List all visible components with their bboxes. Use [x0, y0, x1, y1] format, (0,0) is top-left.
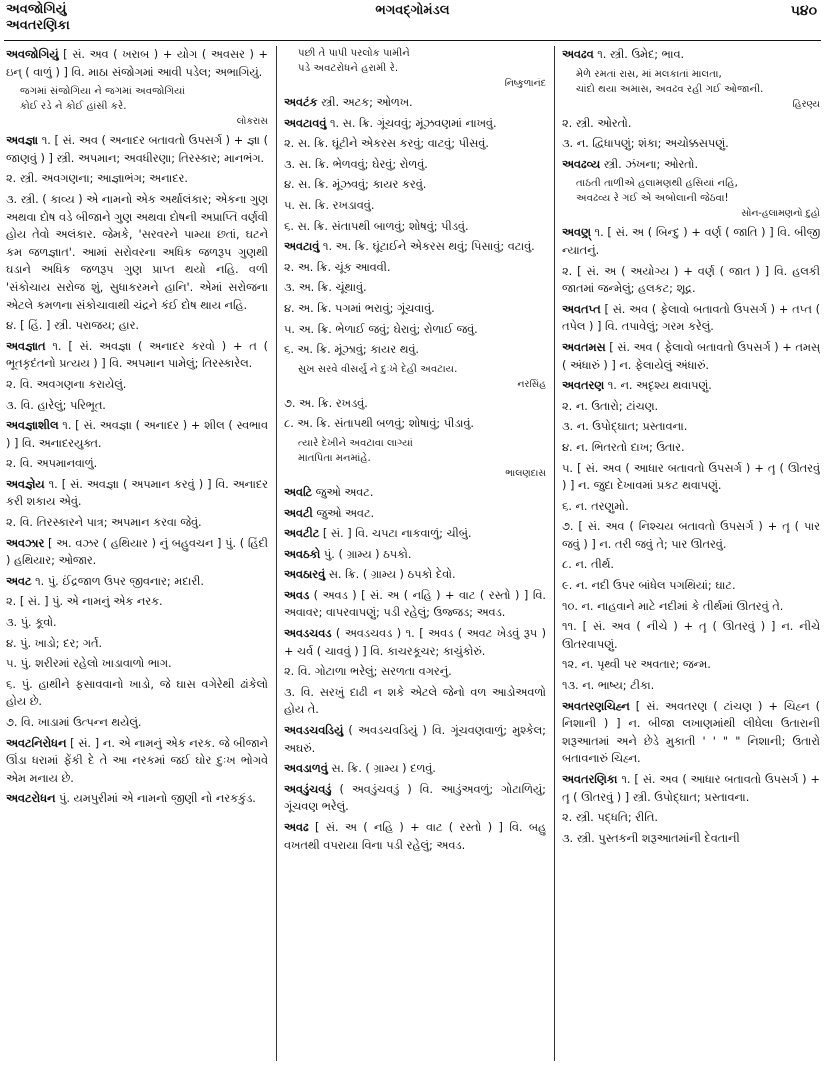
- definition-text: ૬. સ. ક્રિ. સંતાપથી બાળવું; શોષવું; પીડવું.: [284, 219, 469, 233]
- definition-text: ૧. [ સં. અવ ( અનાદર બતાવતો ઉપસર્ગ ) + જ્ઞા ( જાણવું ) ] સ્ત્રી. અપમાન; અવધીરણા; તિરસ્કાર; માનભંગ.: [6, 134, 268, 165]
- definition-text: સ્ત્રી. ઝંખના; ઓરતો.: [600, 157, 699, 171]
- definition-text: ૩. સ્ત્રી. ( કાવ્ય ) એ નામનો એક અર્થાલંકાર; એકના ગુણ અથવા દોષ વડે બીજાને ગુણ અથવા દોષની અપ્રાપ્તિ વર્ણવી હોય તેવો અલંકાર. જેમકે, 'સરવરને પામ્યા છતાં, ઘટને કમ જળજ્ઞાત'. આમાં સરોવરના અધિક જળરૂપ ગુણથી ઘડાને અધિક જળરૂપ ગુણ પ્રાપ્ત થયો નહિ. વળી 'સંકોચાય સરોજ શું, સુધાકરમને હાનિ'. એમાં સરોજના એટલે કમળના સંકોચાવાથી ચંદ્રને કંઈ દોષ થાય નહિ.: [6, 192, 268, 312]
- definition-text: ૧. [ સં. અવજ્ઞા ( અનાદર કરવો ) + ત ( ભૂતકૃદંતનો પ્રત્યય ) ] વિ. અપમાન પામેલું; તિરસ્કારેલ.: [6, 339, 268, 371]
- sense-line: [562, 439, 820, 457]
- definition-text: ૨. [ સં. અ ( અયોગ્ય ) + વર્ણ ( જાત ) ] વિ. હલકી જાતમાં જન્મેલું; હલકટ; શૂદ્ર.: [562, 264, 820, 296]
- definition-text: ૫. સ. ક્રિ. રખડાવવું.: [284, 198, 375, 212]
- sense-line: [562, 135, 820, 153]
- sense-line: [6, 514, 268, 532]
- dictionary-entry: [562, 301, 820, 336]
- headword: અવજ્ઞાશીલ: [6, 419, 59, 433]
- headword: અવડુંચવડું: [284, 782, 332, 796]
- definition-text: ૨. [ સં. ] પું. એ નામનું એક નરક.: [6, 595, 163, 609]
- dictionary-entry: [6, 735, 268, 788]
- sense-line: [562, 115, 820, 133]
- definition-text: ૭. [ સં. અવ ( નિશ્ચય બતાવતો ઉપસર્ગ ) + તૄ ( પાર જવું ) ] ન. તરી જવું તે; પાર ઊતરવું.: [562, 520, 820, 551]
- sense-line: [284, 684, 546, 719]
- definition-text: ૪. ન. ભિતરતો દાખ; ઉતાર.: [562, 440, 685, 454]
- dictionary-entry: [562, 377, 820, 395]
- sense-line: [6, 614, 268, 632]
- sense-line: [562, 618, 820, 653]
- header-rule: [4, 40, 821, 41]
- sense-line: [284, 197, 546, 215]
- definition-text: [ સં. અવતરણ ( ટાંચણ ) + ચિહ્ન ( નિશાની ) ] ન. બીજા લખાણમાંથી લીધેલા ઉતારાની શરૂઆતમાં અને છેડે મુકાતી ' ' " " નિશાની; ઉતારો બતાવનારું ચિહ્ન.: [562, 699, 820, 766]
- definition-text: ૪. પું. ખાડો; દર; ગર્ત.: [6, 636, 103, 650]
- sense-line: [6, 593, 268, 611]
- definition-text: પું. ( ગ્રામ્ય ) ઠપકો.: [320, 547, 412, 561]
- sense-line: [284, 156, 546, 174]
- definition-text: ૧. [ સં. અવજ્ઞા ( અપમાન કરવું ) ] વિ. અનાદર કરી શકાય એવું.: [6, 477, 268, 509]
- dictionary-entry: [284, 781, 546, 816]
- definition-text: ૪. સ. ક્રિ. મૂંઝવવું; કાયર કરવું.: [284, 178, 427, 192]
- headword: અવતરણ: [562, 379, 605, 393]
- dictionary-entry: [284, 505, 546, 523]
- headword: અવટીટ: [284, 527, 320, 541]
- definition-text: ૧. અ. ક્રિ. ઘૂંટાઈને એકરસ થવું; પિસાવું; વટાવું.: [319, 240, 535, 254]
- headword: અવટ: [6, 574, 32, 588]
- definition-text: [ સં. ] ન. એ નામનું એક નરક. જે બીજાને ઊંડા ધરામાં ફેંકી દે તે આ નરકમાં જઈ ઘોર દુઃખ ભોગવે એમ મનાય છે.: [6, 736, 268, 785]
- definition-text: ૬. પું. હાથીને ફસાવવાનો ખાડો, જે ઘાસ વગેરેથી ઢાંકેલો હોય છે.: [6, 677, 268, 709]
- quotation: [298, 362, 546, 392]
- definition-text: સ. ક્રિ. ( ગ્રામ્ય ) દળવું.: [327, 762, 436, 776]
- definition-text: ૧. પું. ઈંદ્રજાળ ઉપર જીવનાર; મદારી.: [31, 574, 204, 588]
- dictionary-entry: [6, 790, 268, 808]
- definition-text: ૩. ન. દ્વિધાપણું; શંકા; અચોક્કસપણું.: [562, 137, 729, 151]
- definition-text: ૧. [ સં. અવ ( આધાર બતાવતો ઉપસર્ગ ) + તૄ ( ઊતરવું ) ] સ્ત્રી. ઉપોદ્ઘાત; પ્રસ્તાવના.: [562, 773, 820, 804]
- dictionary-entry: [6, 476, 268, 511]
- definition-text: ૭. વિ. ખાડામાં ઉત્પન્ન થયેલું.: [6, 716, 142, 729]
- headword: અવજ્ઞેય: [6, 477, 45, 491]
- sense-line: [6, 317, 268, 335]
- dictionary-entry: [284, 115, 546, 133]
- definition-text: ( અવડ ) [ સં. અ ( નહિ ) + વાટ ( રસ્તો ) ] વિ. અવાવર; વાપરવાપણું; પડી રહેલું; ઉજ્જડ; અવડ.: [284, 588, 546, 620]
- definition-text: ૫. અ. ક્રિ. ભેળાઈ જવું; ઘેરાવું; રોળાઈ જવું.: [284, 322, 478, 336]
- quotation-text: ત્યારે દેખીને અવટાવા લાગ્યાં માતપિતા મનમાંહે.: [298, 437, 413, 464]
- quotation-source: નિષ્કુળાનંદ: [504, 78, 546, 89]
- definition-text: ૨. વિ. અપમાનવાળું.: [6, 457, 98, 471]
- quotation-text: મેળે રમતાં રાસ, માં મલકાતાં માલતા, ચાંદો થયા અમાસ, અવઢવ રહી ગઈ ઓજાની.: [576, 68, 764, 95]
- sense-line: [562, 598, 820, 616]
- definition-text: પું. યમપુરીમાં એ નામનો જીણી નો નરકકુંડ.: [55, 792, 256, 806]
- dictionary-entry: [562, 339, 820, 374]
- headword: અવજ્ઞાત: [6, 339, 46, 353]
- sense-line: [284, 395, 546, 413]
- book-title: ભગવદ્ગોમંડલ: [375, 3, 450, 18]
- sense-line: [284, 218, 546, 236]
- headword: અવડાળવું: [284, 762, 328, 776]
- sense-line: [284, 279, 546, 297]
- headword: અવઢવ્ય: [562, 157, 601, 171]
- definition-text: [ સં. અવ ( ખરાબ ) + યોગ ( અવસર ) + ઇન્ ( વાળું ) ] વિ. માઠા સંજોગમાં આવી પડેલ; અભાગિયું.: [6, 48, 268, 79]
- dictionary-entry: [284, 546, 546, 564]
- definition-text: ૩. વિ. સરખું દાઢી ન શકે એટલે જેનો વળ આડોઅવળો હોય તે.: [284, 685, 546, 717]
- sense-line: [562, 398, 820, 416]
- headword: અવતરણિકા: [562, 773, 618, 786]
- sense-line: [6, 655, 268, 673]
- definition-text: ૫. પું. શરીરમાં રહેલો ખાડાવાળો ભાગ.: [6, 657, 172, 671]
- definition-text: જુઓ અવટ.: [312, 506, 375, 520]
- sense-line: [6, 170, 268, 188]
- definition-text: ૨. સ્ત્રી. પદ્ધતિ; રીતિ.: [562, 811, 658, 825]
- definition-text: સ. ક્રિ. ( ગ્રામ્ય ) ઠપકો દેવો.: [325, 568, 456, 582]
- definition-text: જુઓ અવટ.: [312, 485, 374, 499]
- quotation: [298, 46, 546, 91]
- dictionary-entry: [562, 224, 820, 259]
- quotation-text: પછી તે પાપી પરલોક પામીને પડે અવટરોધને હરામી રે.: [298, 48, 410, 74]
- dictionary-entry: [562, 46, 820, 64]
- headword: અવઝાર: [6, 536, 45, 550]
- column-divider: [554, 46, 555, 1061]
- quotation-source: નરસિંહ: [517, 378, 546, 390]
- dictionary-entry: [284, 525, 546, 543]
- definition-text: ૧. [ સં. અ ( બિન્દુ ) + વર્ણ ( જાતિ ) ] વિ. બીજી ન્યાતનું.: [562, 226, 820, 257]
- definition-text: ( અવડચવડ ) ૧. [ અવડ ( અવટ ખેડવું રૂપ ) + ચર્વ ( ચાવવું ) ] વિ. કાચરકૂચર; કાચુંકોરું.: [284, 627, 546, 658]
- definition-text: ૨. વિ. ગોટાળા ભરેલું; સરળતા વગરનું.: [284, 665, 452, 679]
- definition-text: ૨. સ્ત્રી. અવગણના; આજ્ઞાભંગ; અનાદર.: [6, 172, 188, 186]
- dictionary-entry: [562, 698, 820, 768]
- definition-text: [ સં. ] વિ. ચપટા નાકવાળું; ચીબું.: [319, 527, 472, 541]
- headword: અવટિ: [284, 485, 313, 499]
- definition-text: ૧. સ. ક્રિ. ગૂંચવવું; મૂંઝવણમાં નાખવું.: [326, 116, 497, 130]
- quotation-text: સુખ સરવે વીસર્યું ને દુઃખે દેહી અવટાય.: [298, 363, 458, 375]
- headword: અવટી: [284, 506, 313, 520]
- definition-text: ૧૧. [ સં. અવ ( નીચે ) + તૄ ( ઊતરવું ) ] ન. નીચે ઊતરવાપણું.: [562, 620, 820, 651]
- definition-text: ૩. અ. ક્રિ. ચૂંથાવું.: [284, 281, 367, 295]
- sense-line: [6, 376, 268, 394]
- definition-text: ૩. ન. ઉપોદ્ઘાત; પ્રસ્તાવના.: [562, 420, 688, 434]
- dictionary-entry: [284, 238, 546, 256]
- headword: અવટનિરોધન: [6, 736, 67, 750]
- sense-line: [6, 635, 268, 653]
- sense-line: [6, 714, 268, 732]
- definition-text: ૧૨. ન. પૃથ્વી પર અવતાર; જન્મ.: [562, 658, 711, 672]
- definition-text: ૬. અ. ક્રિ. મૂંઝાવું; કાયર થવું.: [284, 343, 419, 357]
- quotation: [576, 67, 820, 112]
- headword: અવડચવડિયું: [284, 724, 344, 738]
- quotation-source: હિરણ્ય: [792, 98, 820, 110]
- column-3: [562, 46, 820, 1061]
- definition-text: ૩. પું. કૂવો.: [6, 616, 57, 630]
- quotation-text: તાઠતી તાળીએ હલામણથી હસિયાં નહિ, અવઢવ્ય રે ગઈ એ અબોલાની જેઠવા!: [576, 178, 738, 205]
- sense-line: [6, 676, 268, 711]
- column-2: [284, 46, 546, 1061]
- definition-text: ૮. ન. તીર્થ.: [562, 558, 614, 572]
- definition-text: ૩. સ્ત્રી. પુસ્તકની શરૂઆતમાંની દેવતાની: [562, 831, 740, 845]
- quotation: [20, 84, 268, 129]
- headword: અવટાવું: [284, 240, 320, 254]
- sense-line: [562, 418, 820, 436]
- sense-line: [562, 460, 820, 495]
- dictionary-entry: [284, 94, 546, 112]
- definition-text: ૫. [ સં. અવ ( આધાર બતાવતો ઉપસર્ગ ) + તૄ ( ઊતરવું ) ] ન. જુદા દેખાવમાં પ્રકટ થવાપણું.: [562, 461, 820, 493]
- dictionary-entry: [284, 760, 546, 778]
- quotation-source: લોકરાસ: [236, 116, 268, 128]
- last-guide-word: અવતરણિકા: [6, 18, 70, 33]
- definition-text: ૧૦. ન. નાહવાને માટે નદીમાં કે તીર્થમાં ઊતરવું તે.: [562, 599, 784, 613]
- quotation-source: ભાલણદાસ: [505, 467, 546, 479]
- definition-text: ૨. સ. ક્રિ. ઘૂંટીને એકરસ કરવું; વાટવું; પીસવું.: [284, 137, 489, 151]
- sense-line: [6, 191, 268, 314]
- dictionary-entry: [284, 484, 546, 502]
- dictionary-entry: [6, 573, 268, 591]
- headword: અવડ: [284, 588, 310, 602]
- definition-text: ૭. અ. ક્રિ. રખડવું.: [284, 396, 368, 410]
- sense-line: [6, 455, 268, 473]
- sense-line: [562, 656, 820, 674]
- headword: અવણ્ર્: [562, 226, 591, 240]
- headword: અવટંક: [284, 96, 318, 109]
- definition-text: ૧૩. ન. ભાષ્ય; ટીકા.: [562, 679, 655, 693]
- quotation-text: જગમાં સંજોગિયા ને જગમાં અવજોગિયાં કોઈ રડે ને કોઈ હાંસી કરે.: [20, 86, 185, 113]
- headword: અવતમસ: [562, 340, 606, 354]
- sense-line: [562, 809, 820, 827]
- sense-line: [562, 830, 820, 848]
- sense-line: [562, 498, 820, 516]
- definition-text: ૩. સ. ક્રિ. ભેળવવું; ઘેરવું; રોળવું.: [284, 157, 428, 171]
- headword: અવજોગિયું: [6, 48, 59, 61]
- definition-text: ૨. વિ. તિરસ્કારને પાત્ર; અપમાન કરવા જેવું.: [6, 516, 202, 530]
- definition-text: ૩. વિ. હારેલું; પરિભૂત.: [6, 398, 106, 412]
- sense-line: [562, 518, 820, 553]
- headword: અવઠારવું: [284, 568, 326, 582]
- dictionary-entry: [284, 819, 546, 854]
- definition-text: ૪. [ હિં. ] સ્ત્રી. પરાજય; હાર.: [6, 319, 139, 333]
- definition-text: [ સં. અ ( નહિ ) + વાટ ( રસ્તો ) ] વિ. બહુ વખતથી વપરાયા વિના પડી રહેલું; અવડ.: [284, 821, 546, 852]
- page-header: [0, 0, 825, 44]
- quotation: [576, 176, 820, 221]
- sense-line: [562, 263, 820, 298]
- quotation-source: સોન-હલામણનો દુહો: [741, 208, 820, 220]
- definition-text: ૯. ન. નદી ઉપર બાંધેલ પગથિયાં; ઘાટ.: [562, 579, 736, 593]
- sense-line: [562, 556, 820, 574]
- definition-text: ૪. અ. ક્રિ. પગમાં ભરાવું; ગૂંચવાવું.: [284, 301, 435, 315]
- definition-text: ૧. સ્ત્રી. ઉમેદ; ભાવ.: [593, 48, 685, 61]
- sense-line: [284, 663, 546, 681]
- definition-text: ૨. વિ. અવગણના કરાયેલું.: [6, 377, 127, 391]
- column-1: [6, 46, 268, 1061]
- headword: અવજ્ઞા: [6, 134, 39, 148]
- headword: અવતપ્ત: [562, 302, 601, 316]
- headword: અવટાવવું: [284, 116, 327, 130]
- sense-line: [284, 259, 546, 277]
- sense-line: [284, 135, 546, 153]
- page-number: ૫૪૦: [790, 3, 817, 19]
- definition-text: ૧. [ સં. અવજ્ઞા ( અનાદર ) + શીલ ( સ્વભાવ ) ] વિ. અનાદરયુક્ત.: [6, 419, 268, 450]
- definition-text: ૨. અ. ક્રિ. ચૂંક આવવી.: [284, 260, 391, 274]
- sense-line: [562, 577, 820, 595]
- sense-line: [284, 300, 546, 318]
- definition-text: [ સં. અવ ( ફેલાવો બતાવતો ઉપસર્ગ ) + તપ્ત ( તપેલ ) ] વિ. તપાવેલું; ગરમ કરેલું.: [562, 302, 820, 334]
- dictionary-entry: [284, 587, 546, 622]
- dictionary-entry: [6, 132, 268, 167]
- definition-text: ૧. ન. અદૃશ્ય થવાપણું.: [604, 379, 712, 393]
- headword: અવઢ: [284, 821, 309, 834]
- dictionary-entry: [284, 566, 546, 584]
- definition-text: ( અવડચવડિયું ) વિ. ગૂંચવણવાળું; મુશ્કેલ; અઘરું.: [284, 724, 546, 755]
- sense-line: [284, 321, 546, 339]
- headword: અવતરણચિહ્ન: [562, 699, 630, 713]
- dictionary-entry: [562, 156, 820, 174]
- dictionary-entry: [284, 722, 546, 757]
- sense-line: [284, 176, 546, 194]
- definition-text: સ્ત્રી. અટક; ઓળખ.: [317, 96, 413, 109]
- dictionary-entry: [6, 46, 268, 81]
- column-divider: [276, 46, 277, 1061]
- headword: અવટરોધન: [6, 792, 56, 806]
- definition-text: ૬. ન. તરણુમો.: [562, 499, 629, 513]
- dictionary-entry: [284, 625, 546, 660]
- definition-text: [ સં. અવ ( ફેલાવો બતાવતો ઉપસર્ગ ) + તમસ્ ( અંધારું ) ] ન. ફેલાયેલું અંધારું.: [562, 340, 820, 372]
- sense-line: [6, 397, 268, 415]
- sense-line: [284, 415, 546, 433]
- definition-text: [ અ. વઝર ( હથિયાર ) નું બહુવચન ] પું. ( હિંદી ) હથિયાર; ઓજાર.: [6, 536, 268, 568]
- headword: અવઠકો: [284, 547, 321, 561]
- definition-text: ૨. ન. ઉતારો; ટાંચણ.: [562, 399, 659, 413]
- dictionary-entry: [6, 338, 268, 373]
- dictionary-entry: [6, 417, 268, 452]
- quotation: [298, 436, 546, 481]
- sense-line: [284, 341, 546, 359]
- first-guide-word: અવજોગિયું: [6, 2, 67, 17]
- headword: અવડચવડ: [284, 627, 332, 641]
- sense-line: [562, 677, 820, 695]
- definition-text: ૮. અ. ક્રિ. સંતાપથી બળવું; શોષાવું; પીડાવું.: [284, 417, 474, 431]
- definition-text: ( અવડુંચવડું ) વિ. આડુંઅવળું; ગોટાળિયું; ગૂંચવણ ભરેલું.: [284, 782, 546, 814]
- headword: અવઢવ: [562, 48, 594, 61]
- dictionary-entry: [6, 535, 268, 570]
- definition-text: ૨. સ્ત્રી. ઓરતો.: [562, 116, 632, 130]
- dictionary-entry: [562, 771, 820, 806]
